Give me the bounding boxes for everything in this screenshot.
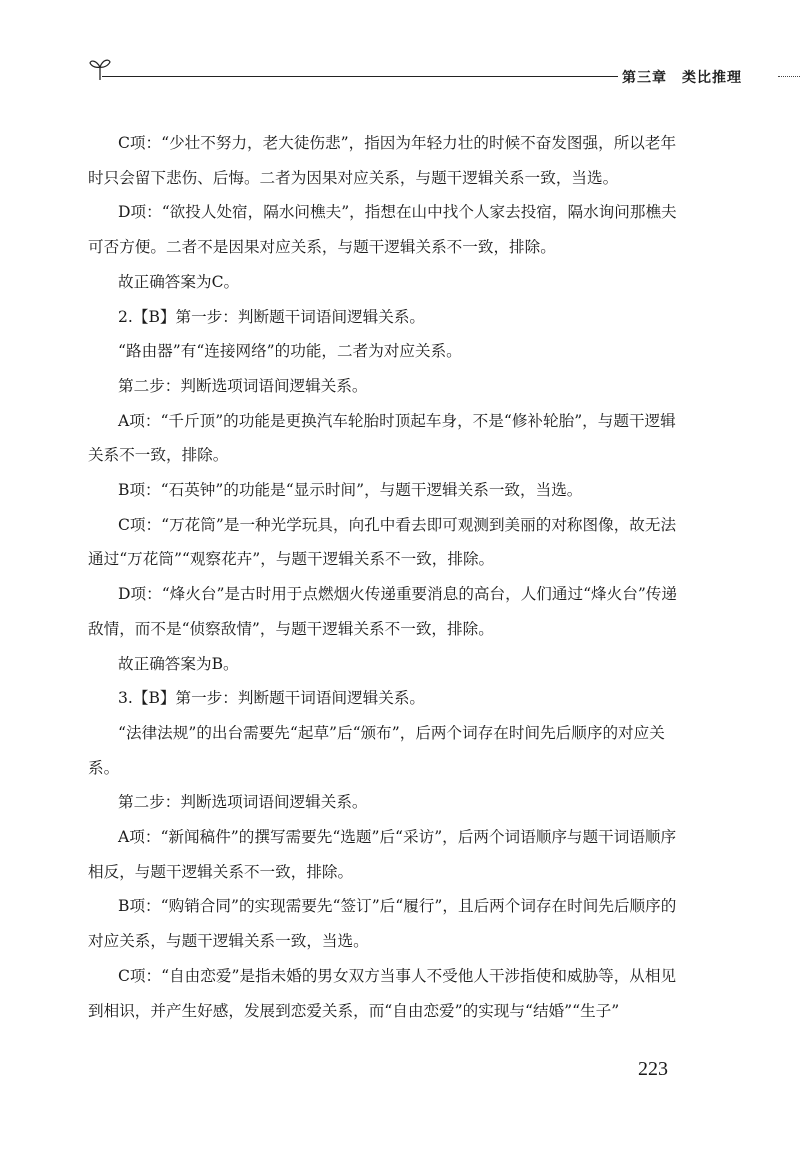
page-number: 223 (638, 1058, 668, 1080)
paragraph: B项：“购销合同”的实现需要先“签订”后“履行”，且后两个词存在时间先后顺序的对应关系，与题干逻辑关系一致，当选。 (88, 897, 677, 951)
sprout-icon (88, 56, 112, 82)
question-heading: 3.【B】第一步：判断题干词语间逻辑关系。 (118, 689, 426, 708)
header-rule-left (102, 76, 618, 77)
paragraph: D项：“欲投人处宿，隔水问樵夫”，指想在山中找个人家去投宿，隔水询问那樵夫可否方便。二者不是因果对应关系，与题干逻辑关系不一致，排除。 (88, 203, 677, 257)
paragraph: C项：“万花筒”是一种光学玩具，向孔中看去即可观测到美丽的对称图像，故无法通过“万花筒”“观察花卉”，与题干逻辑关系不一致，排除。 (88, 515, 677, 569)
paragraph: A项：“新闻稿件”的撰写需要先“选题”后“采访”，后两个词语顺序与题干词语顺序相反，与题干逻辑关系不一致，排除。 (88, 828, 677, 881)
paragraph: 第二步：判断选项词语间逻辑关系。 (118, 376, 368, 395)
chapter-title: 第三章 类比推理 (622, 70, 742, 86)
paragraph: “法律法规”的出台需要先“起草”后“颁布”，后两个词存在时间先后顺序的对应关系。 (88, 723, 665, 777)
header-rule-right (778, 76, 800, 77)
paragraph: B项：“石英钟”的功能是“显示时间”，与题干逻辑关系一致，当选。 (118, 481, 583, 500)
paragraph: C项：“少壮不努力，老大徒伤悲”，指因为年轻力壮的时候不奋发图强，所以老年时只会留下悲伤、后悔。二者为因果对应关系，与题干逻辑关系一致，当选。 (88, 134, 677, 187)
question-heading: 2.【B】第一步：判断题干词语间逻辑关系。 (118, 307, 426, 326)
paragraph: 第二步：判断选项词语间逻辑关系。 (118, 793, 368, 812)
paragraph: 故正确答案为C。 (118, 272, 240, 291)
answer-explanations (88, 126, 690, 1028)
paragraph: D项：“烽火台”是古时用于点燃烟火传递重要消息的高台，人们通过“烽火台”传递敌情，而不是“侦察敌情”，与题干逻辑关系不一致，排除。 (88, 585, 677, 638)
paragraph: 故正确答案为B。 (118, 654, 239, 673)
paragraph: C项：“自由恋爱”是指未婚的男女双方当事人不受他人干涉指使和威胁等，从相见到相识，并产生好感，发展到恋爱关系，而“自由恋爱”的实现与“结婚”“生子” (88, 966, 677, 1020)
running-header (88, 56, 742, 86)
paragraph: “路由器”有“连接网络”的功能，二者为对应关系。 (118, 342, 462, 361)
paragraph: A项：“千斤顶”的功能是更换汽车轮胎时顶起车身，不是“修补轮胎”，与题干逻辑关系不一致，排除。 (88, 411, 676, 465)
